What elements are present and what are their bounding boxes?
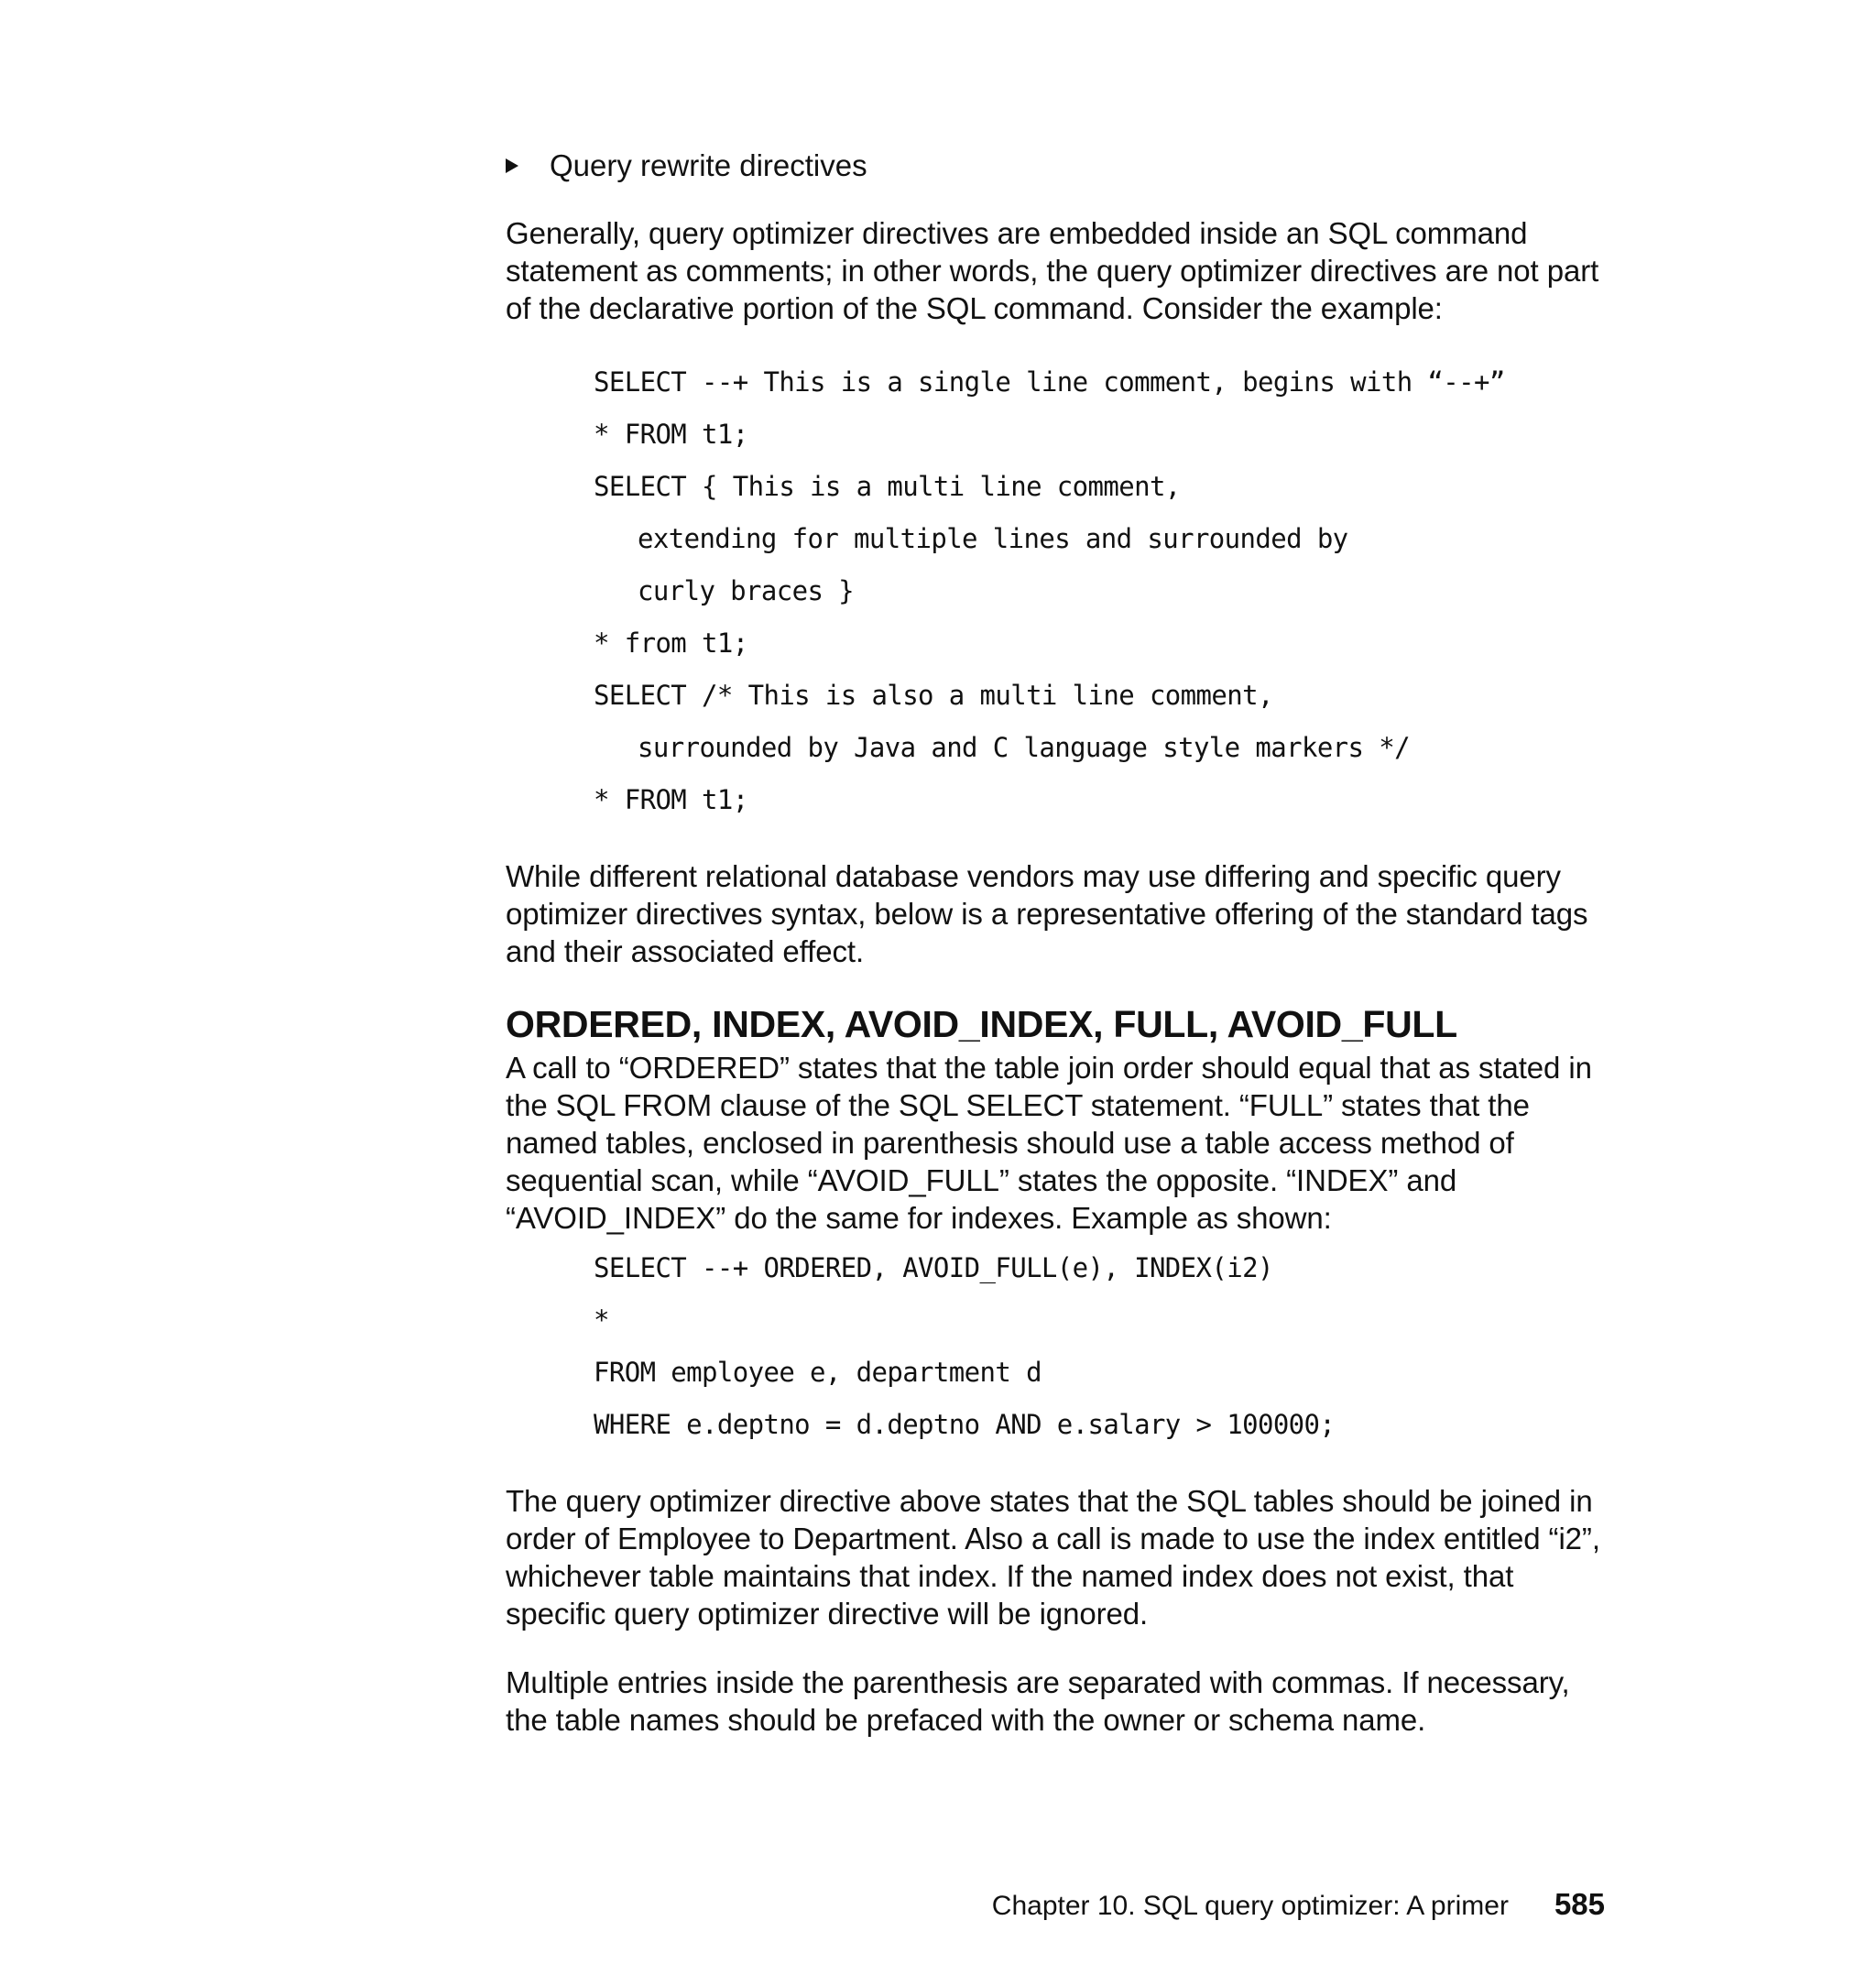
code-line: curly braces } <box>638 575 855 606</box>
chapter-title: Chapter 10. SQL query optimizer: A primer <box>991 1891 1509 1921</box>
code-block-comments <box>594 356 1605 826</box>
code-line: extending for multiple lines and surrounded by <box>638 523 1348 554</box>
page-content <box>506 145 1605 1770</box>
code-line: SELECT { This is a multi line comment, <box>594 471 1181 502</box>
ordered-paragraph: A call to “ORDERED” states that the table join order should equal that as stated in the SQL FROM clause of the SQL SELECT statement. “FULL” states that the named tables, enclosed in parenthesis should use a table access method of sequential scan, while “AVOID_FULL” states the opposite. “INDEX” and “AVOID_INDEX” do the same for indexes. Example as shown: <box>506 1051 1592 1235</box>
section-heading: ORDERED, INDEX, AVOID_INDEX, FULL, AVOID_FULL <box>506 1003 1457 1045</box>
code-line: SELECT /* This is also a multi line comment, <box>594 680 1273 711</box>
directive-paragraph: The query optimizer directive above states that the SQL tables should be joined in order of Employee to Department. Also a call is made to use the index entitled “i2”, whichever table maintains that index. If the named index does not exist, that specific query optimizer directive will be ignored. <box>506 1484 1600 1631</box>
vendors-paragraph: While different relational database vendors may use differing and specific query optimizer directives syntax, below is a representative offering of the standard tags and their associated effect. <box>506 859 1588 968</box>
code-line: * FROM t1; <box>594 419 748 450</box>
code-line: SELECT --+ This is a single line comment, begins with “--+” <box>594 366 1505 398</box>
code-line: surrounded by Java and C language style markers */ <box>638 732 1410 763</box>
code-block-example <box>594 1242 1605 1451</box>
code-line: * <box>594 1304 609 1336</box>
bullet-text: Query rewrite directives <box>550 148 867 182</box>
code-line: * FROM t1; <box>594 784 748 815</box>
page-footer <box>992 1887 1605 1922</box>
code-line: FROM employee e, department d <box>594 1357 1042 1388</box>
page-number: 585 <box>1554 1887 1605 1921</box>
intro-paragraph: Generally, query optimizer directives are embedded inside an SQL command statement as comments; in other words, the query optimizer directives are not part of the declarative portion of the SQL command. Consider the example: <box>506 216 1599 325</box>
triangle-bullet-icon <box>506 158 518 173</box>
code-line: SELECT --+ ORDERED, AVOID_FULL(e), INDEX(i2) <box>594 1252 1273 1283</box>
code-line: * from t1; <box>594 627 748 659</box>
bullet-item <box>506 145 1605 187</box>
multiple-entries-paragraph: Multiple entries inside the parenthesis are separated with commas. If necessary, the table names should be prefaced with the owner or schema name. <box>506 1665 1570 1737</box>
code-line: WHERE e.deptno = d.deptno AND e.salary > 100000; <box>594 1409 1336 1440</box>
